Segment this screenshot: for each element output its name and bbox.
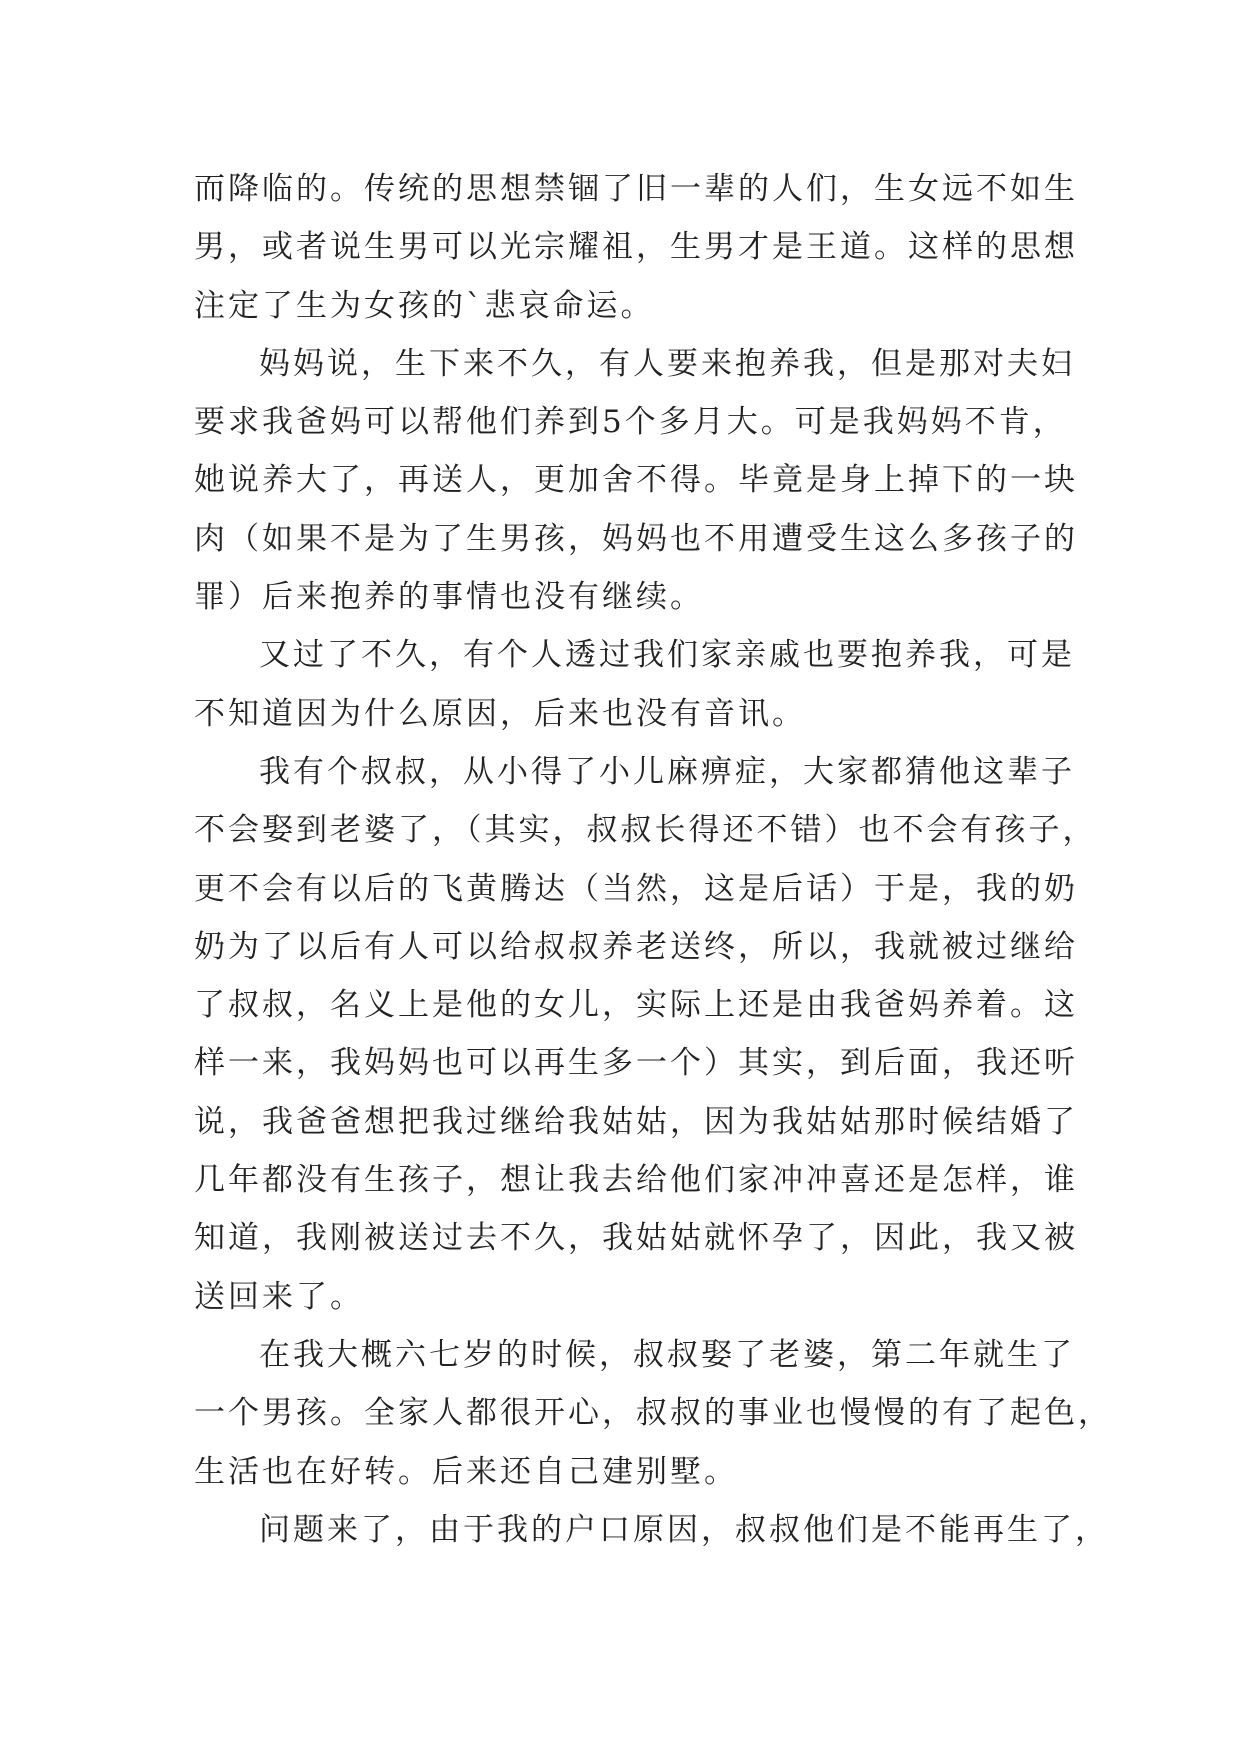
paragraph-first-line: 我有个叔叔，从小得了小儿麻痹症，大家都猜他这辈子 <box>259 753 1075 790</box>
text-line: 不会娶到老婆了，（其实，叔叔长得还不错）也不会有孩子， <box>194 812 1097 849</box>
text-line: 肉（如果不是为了生男孩，妈妈也不用遭受生这么多孩子的 <box>194 520 1078 557</box>
text-line: 送回来了。 <box>194 1278 364 1315</box>
text-line: 样一来，我妈妈也可以再生多一个）其实，到后面，我还听 <box>194 1045 1078 1082</box>
text-line: 几年都没有生孩子，想让我去给他们家冲冲喜还是怎样，谁 <box>194 1162 1078 1199</box>
text-line: 知道，我刚被送过去不久，我姑姑就怀孕了，因此，我又被 <box>194 1220 1078 1257</box>
text-line: 男，或者说生男可以光宗耀祖，生男才是王道。这样的思想 <box>194 229 1078 266</box>
paragraph-first-line: 问题来了，由于我的户口原因，叔叔他们是不能再生了， <box>259 1511 1109 1548</box>
text-line: 了叔叔，名义上是他的女儿，实际上还是由我爸妈养着。这 <box>194 987 1078 1024</box>
text-line: 注定了生为女孩的`悲哀命运。 <box>194 287 655 324</box>
paragraph-first-line: 妈妈说，生下来不久，有人要来抱养我，但是那对夫妇 <box>259 345 1075 382</box>
text-line: 一个男孩。全家人都很开心，叔叔的事业也慢慢的有了起色， <box>194 1395 1112 1432</box>
text-line: 要求我爸妈可以帮他们养到5个多月大。可是我妈妈不肯， <box>194 404 1067 441</box>
text-line: 说，我爸爸想把我过继给我姑姑，因为我姑姑那时候结婚了 <box>194 1103 1078 1140</box>
text-line: 生活也在好转。后来还自己建别墅。 <box>194 1453 738 1490</box>
text-line: 不知道因为什么原因，后来也没有音讯。 <box>194 695 806 732</box>
text-line: 而降临的。传统的思想禁锢了旧一辈的人们，生女远不如生 <box>194 171 1078 207</box>
document-body <box>194 160 1112 1559</box>
text-line: 她说养大了，再送人，更加舍不得。毕竟是身上掉下的一块 <box>194 462 1078 499</box>
paragraph-first-line: 在我大概六七岁的时候，叔叔娶了老婆，第二年就生了 <box>259 1336 1075 1373</box>
text-line: 更不会有以后的飞黄腾达（当然，这是后话）于是，我的奶 <box>194 870 1078 907</box>
paragraph-first-line: 又过了不久，有个人透过我们家亲戚也要抱养我，可是 <box>259 637 1075 674</box>
text-line: 奶为了以后有人可以给叔叔养老送终，所以，我就被过继给 <box>194 928 1078 965</box>
text-line: 罪）后来抱养的事情也没有继续。 <box>194 579 704 616</box>
